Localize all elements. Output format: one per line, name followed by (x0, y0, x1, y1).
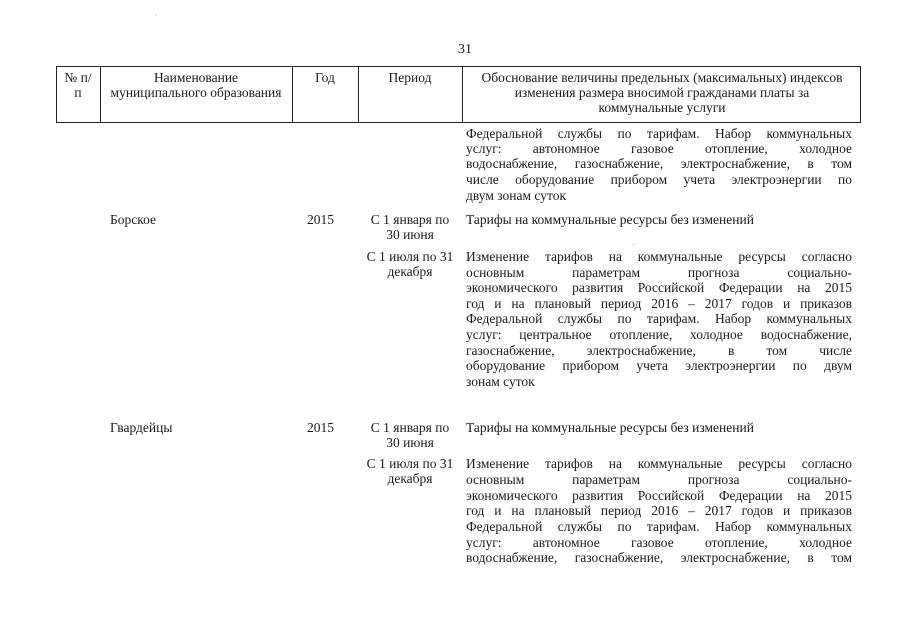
table-header-bottom-border (56, 122, 861, 123)
continuation-line: числе оборудование прибором учета электроэнергии по (466, 172, 852, 187)
basis-line: оборудование прибором учета электроэнергии по двум (466, 358, 852, 373)
continuation-line: Федеральной службы по тарифам. Набор коммунальных (466, 126, 852, 141)
continuation-line: двум зонам суток (466, 188, 567, 203)
header-basis: Обоснование величины предельных (максимальных) индексов изменения размера вносимой гражданами платы за коммунальные услуги (481, 70, 843, 115)
basis-line: водоснабжение, газоснабжение, электроснабжение, в том (466, 550, 852, 565)
header-year: Год (315, 70, 335, 85)
period-first-half: С 1 января по 30 июня (370, 212, 450, 243)
municipality-name: Гвардейцы (110, 420, 173, 435)
col-divider-5 (860, 66, 861, 123)
basis-line: газоснабжение, электроснабжение, в том числе (466, 343, 852, 358)
col-divider-3 (358, 66, 359, 123)
scan-speck (633, 244, 634, 245)
basis-line: основным параметрам прогноза социально- (466, 472, 852, 487)
header-period: Период (388, 70, 432, 85)
basis-line: основным параметрам прогноза социально- (466, 265, 852, 280)
col-divider-4 (462, 66, 463, 123)
scan-speck (155, 14, 156, 15)
continuation-line: услуг: автономное газовое отопление, холодное (466, 141, 852, 156)
basis-no-change: Тарифы на коммунальные ресурсы без изменений (466, 420, 754, 435)
municipality-name: Борское (110, 212, 157, 227)
basis-line: год и на плановый период 2016 – 2017 годов и приказов (466, 296, 852, 311)
basis-line: услуг: автономное газовое отопление, холодное (466, 535, 852, 550)
period-second-half: С 1 июля по 31 декабря (366, 456, 454, 487)
year-cell: 2015 (307, 420, 334, 435)
basis-no-change: Тарифы на коммунальные ресурсы без изменений (466, 212, 754, 227)
col-divider-0 (56, 66, 57, 123)
basis-line: услуг: центральное отопление, холодное водоснабжение, (466, 327, 852, 342)
header-name: Наименование муниципального образования (110, 70, 282, 100)
period-first-half: С 1 января по 30 июня (370, 420, 450, 451)
basis-line: экономического развития Российской Федерации на 2015 (466, 280, 852, 295)
basis-line: экономического развития Российской Федерации на 2015 (466, 488, 852, 503)
header-num: № п/п (64, 70, 92, 100)
page-number: 31 (458, 42, 472, 57)
period-second-half: С 1 июля по 31 декабря (366, 249, 454, 280)
col-divider-2 (292, 66, 293, 123)
year-cell: 2015 (307, 212, 334, 227)
continuation-line: водоснабжение, газоснабжение, электроснабжение, в том (466, 156, 852, 171)
col-divider-1 (100, 66, 101, 123)
table-top-border (56, 66, 861, 67)
basis-line: Изменение тарифов на коммунальные ресурсы согласно (466, 456, 852, 471)
basis-line: Федеральной службы по тарифам. Набор коммунальных (466, 311, 852, 326)
basis-line: год и на плановый период 2016 – 2017 годов и приказов (466, 503, 852, 518)
basis-line: зонам суток (466, 374, 535, 389)
basis-line: Изменение тарифов на коммунальные ресурсы согласно (466, 249, 852, 264)
basis-line: Федеральной службы по тарифам. Набор коммунальных (466, 519, 852, 534)
